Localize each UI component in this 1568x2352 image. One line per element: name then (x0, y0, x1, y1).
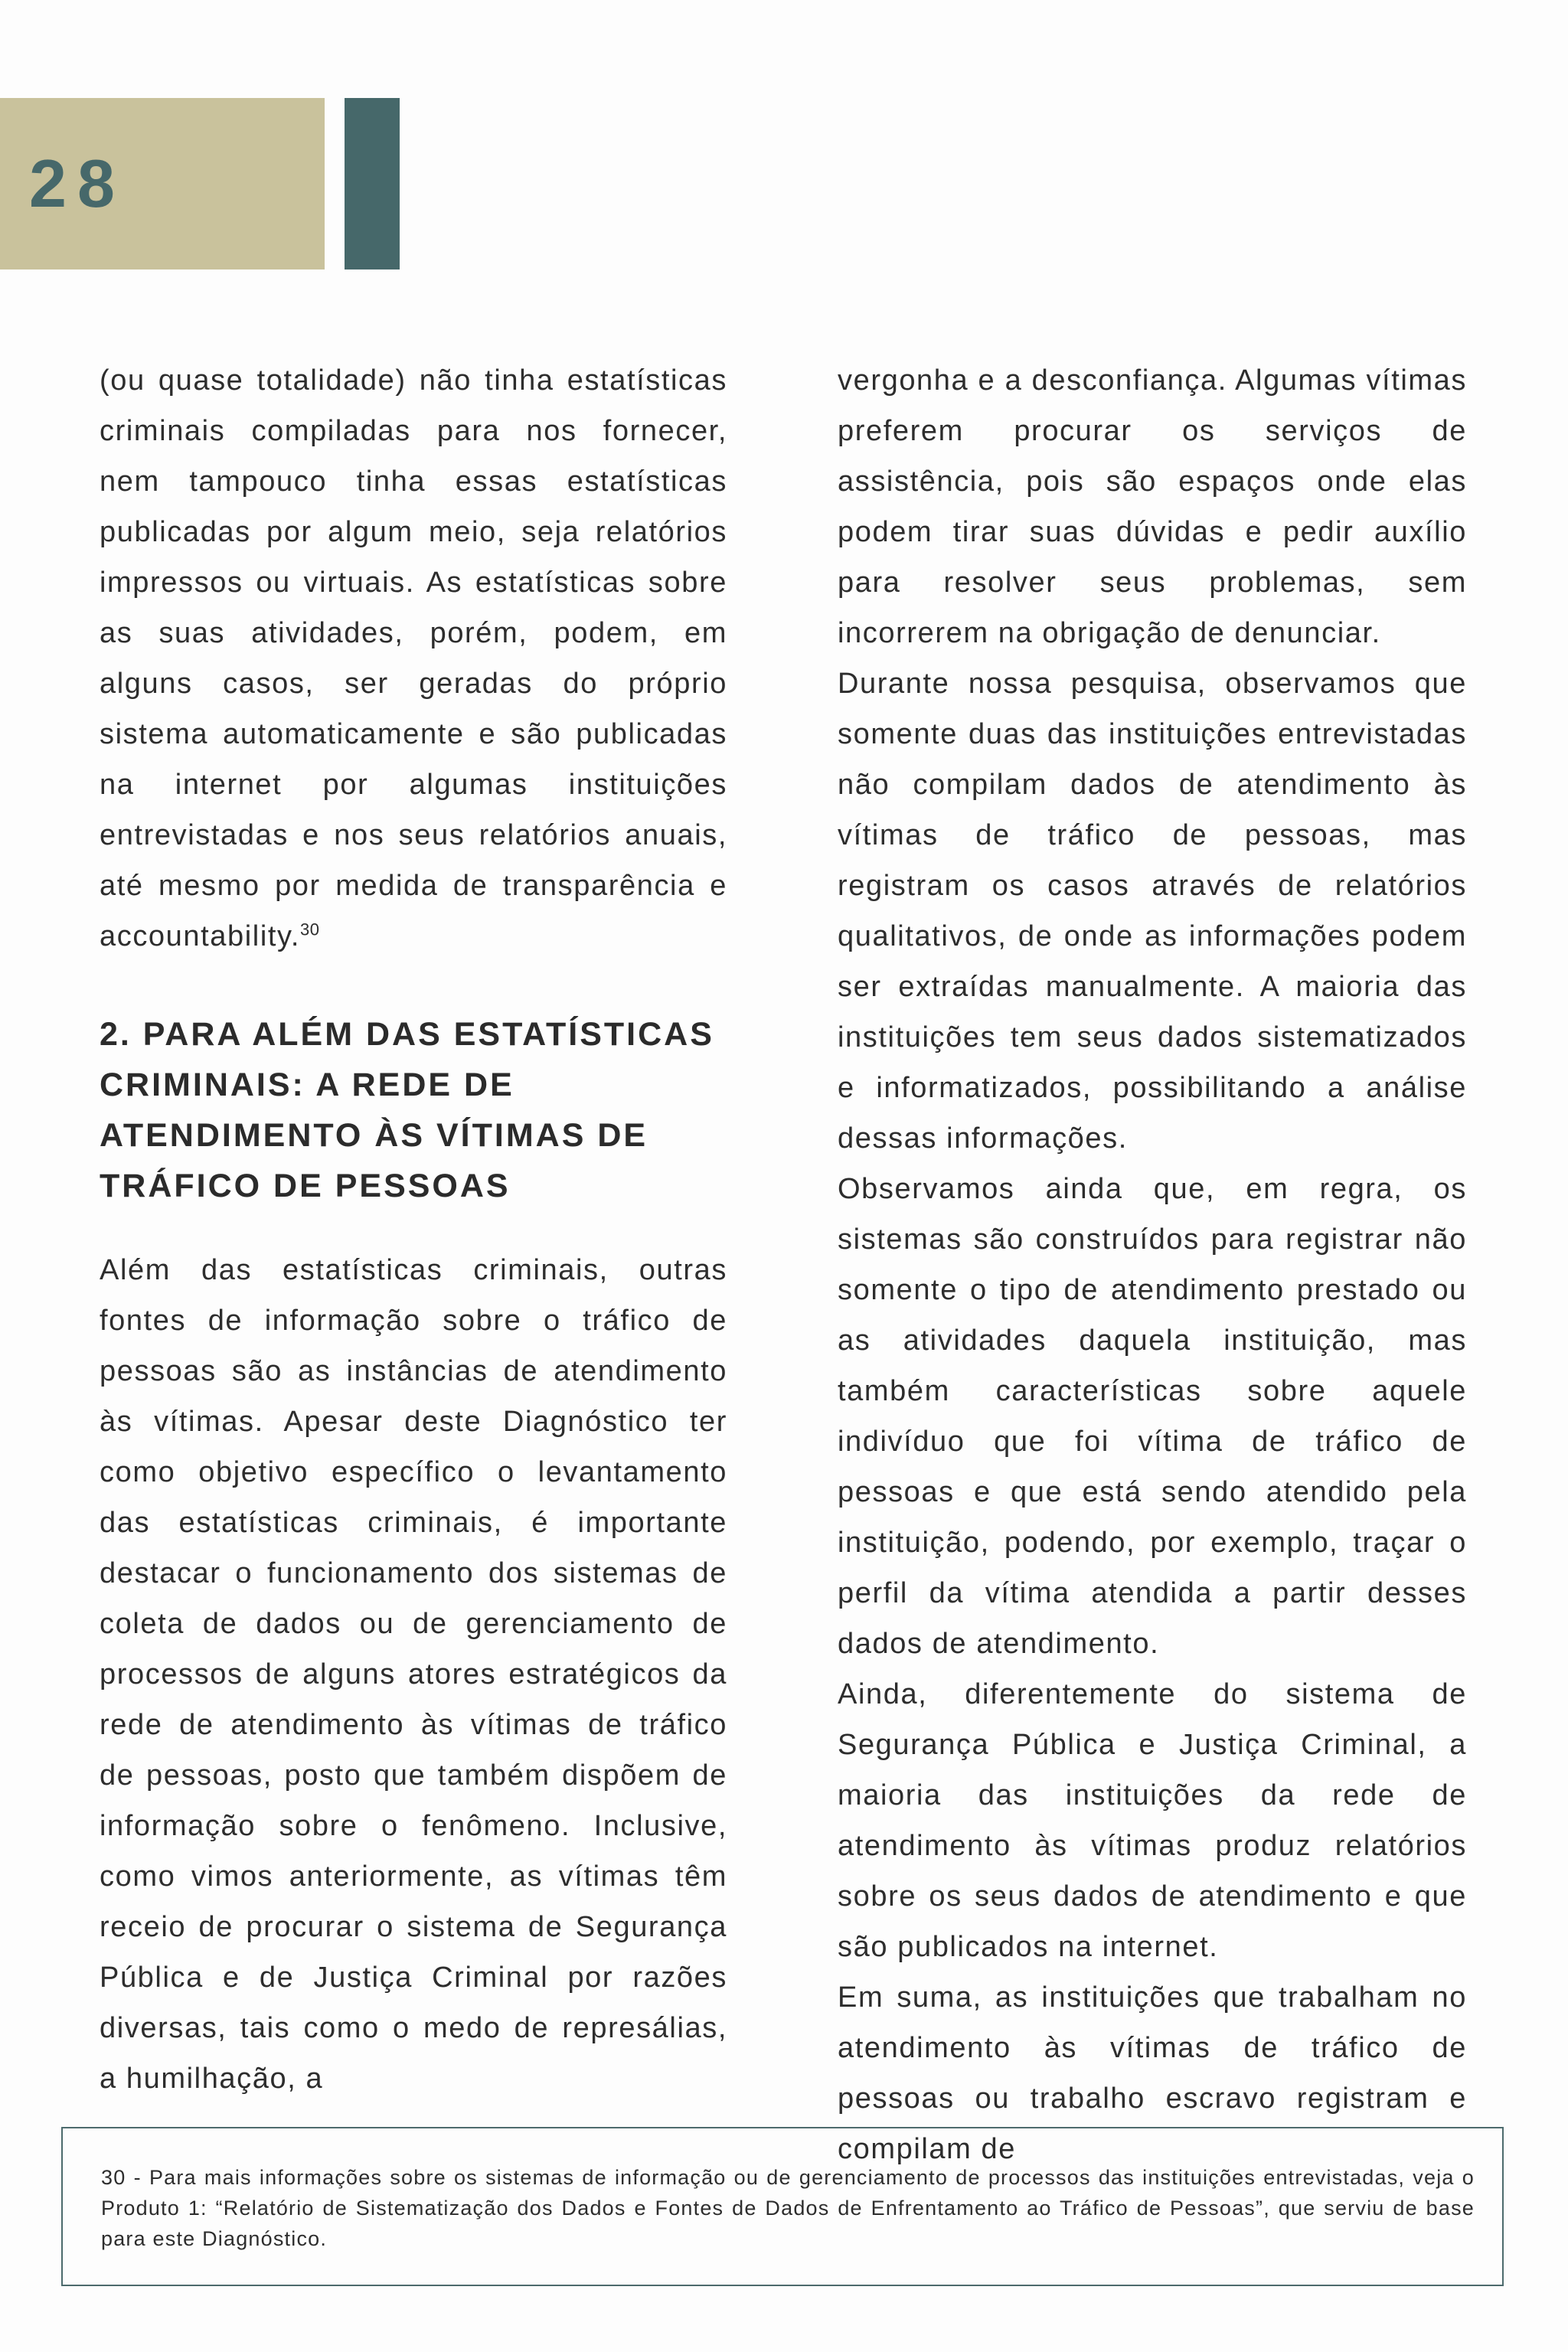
section-heading: 2. PARA ALÉM DAS ESTATÍSTICAS CRIMINAIS: A REDE DE ATENDIMENTO ÀS VÍTIMAS DE TRÁFICO DE PESSOAS (100, 1016, 714, 1204)
footnote-box (61, 2127, 1504, 2286)
page-number: 28 (29, 145, 126, 221)
right-paragraph-2: Durante nossa pesquisa, observamos que somente duas das instituições entrevistadas não compilam dados de atendimento às vítimas de tráfico de pessoas, mas registram os casos através de relatórios qualitativos, de onde as informações podem ser extraídas manualmente. A maioria das instituições tem seus dados sistematizados e informatizados, possibilitando a análise dessas informações. (838, 668, 1467, 1155)
right-paragraph-3: Observamos ainda que, em regra, os sistemas são construídos para registrar não somente o tipo de atendimento prestado ou as atividades daquela instituição, mas também características sobre aquele indivíduo que foi vítima de tráfico de pessoas e que está sendo atendido pela instituição, podendo, por exemplo, traçar o perfil da vítima atendida a partir desses dados de atendimento. (838, 1173, 1467, 1660)
right-paragraph-1: vergonha e a desconfiança. Algumas vítimas preferem procurar os serviços de assistência, pois são espaços onde elas podem tirar suas dúvidas e pedir auxílio para resolver seus problemas, sem incorrerem na obrigação de denunciar. (838, 364, 1467, 649)
right-paragraph-5: Em suma, as instituições que trabalham no atendimento às vítimas de tráfico de pessoas ou trabalho escravo registram e compilam de (838, 1981, 1467, 2165)
footnote-text: 30 - Para mais informações sobre os sistemas de informação ou de gerenciamento de processos das instituições entrevistadas, veja o Produto 1: “Relatório de Sistematização dos Dados e Fontes de Dados de Enfrentamento ao Tráfico de Pessoas”, que serviu de base para este Diagnóstico. (101, 2166, 1475, 2250)
footnote-reference: 30 (299, 920, 320, 939)
accent-bar (345, 98, 400, 270)
left-paragraph-1-text: (ou quase totalidade) não tinha estatísticas criminais compiladas para nos fornecer, nem tampouco tinha essas estatísticas publicadas por algum meio, seja relatórios impressos ou virtuais. As estatísticas sobre as suas atividades, porém, podem, em alguns casos, ser geradas do próprio sistema automaticamente e são publicadas na internet por algumas instituições entrevistadas e nos seus relatórios anuais, até mesmo por medida de transparência e accountability. (100, 364, 727, 952)
right-column (838, 355, 1467, 2174)
left-paragraph-1 (100, 355, 727, 962)
left-column (100, 355, 727, 2104)
left-paragraph-2: Além das estatísticas criminais, outras fontes de informação sobre o tráfico de pessoas são as instâncias de atendimento às vítimas. Apesar deste Diagnóstico ter como objetivo específico o levantamento das estatísticas criminais, é importante destacar o funcionamento dos sistemas de coleta de dados ou de gerenciamento de processos de alguns atores estratégicos da rede de atendimento às vítimas de tráfico de pessoas, posto que também dispõem de informação sobre o fenômeno. Inclusive, como vimos anteriormente, as vítimas têm receio de procurar o sistema de Segurança Pública e de Justiça Criminal por razões diversas, tais como o medo de represálias, a humilhação, a (100, 1254, 727, 2095)
right-paragraph-4: Ainda, diferentemente do sistema de Segurança Pública e Justiça Criminal, a maioria das instituições da rede de atendimento às vítimas produz relatórios sobre os seus dados de atendimento e que são publicados na internet. (838, 1678, 1467, 1963)
